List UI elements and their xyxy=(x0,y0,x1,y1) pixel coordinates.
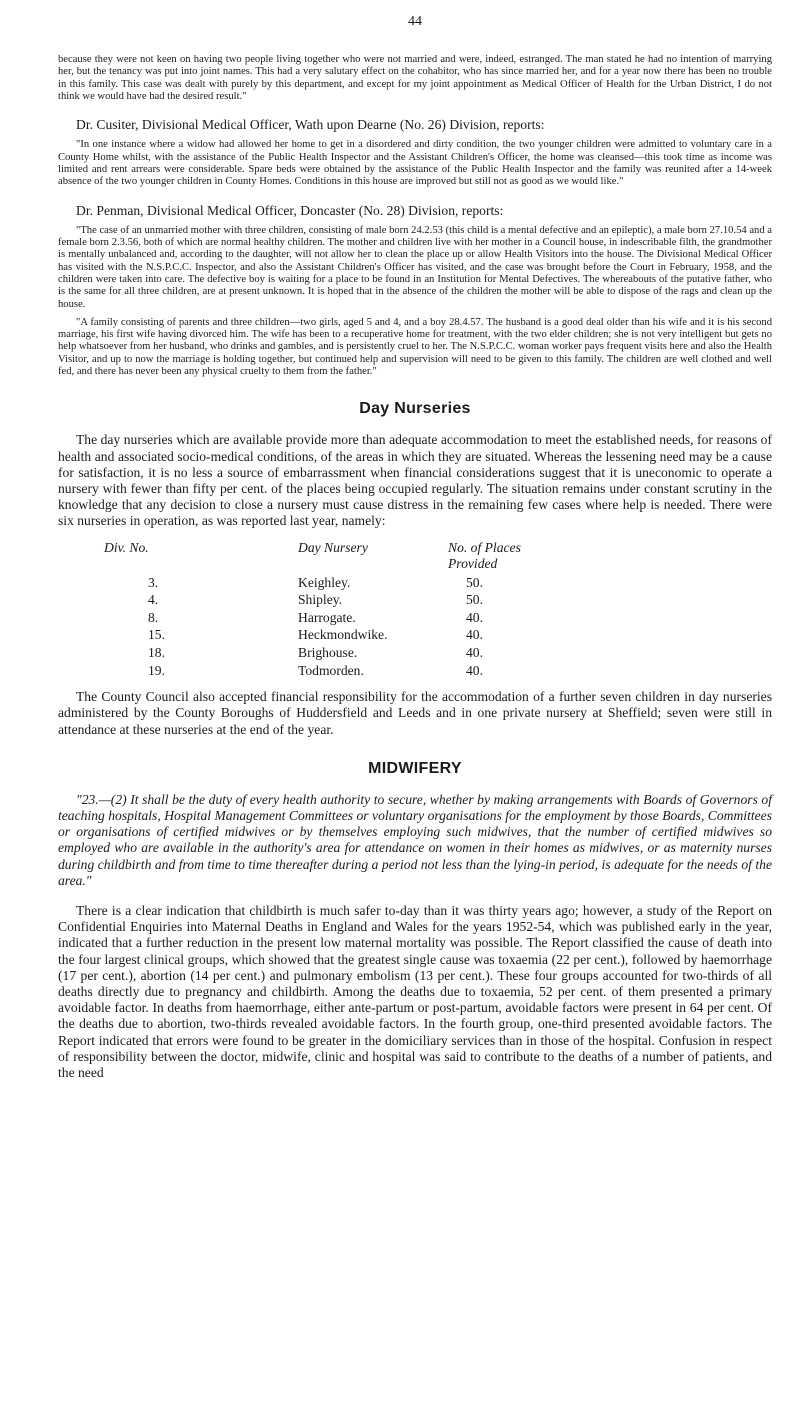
cell-div: 8. xyxy=(148,609,159,625)
document-page xyxy=(58,14,772,1081)
header-places: No. of Places Provided xyxy=(448,539,521,571)
cell-div: 18. xyxy=(148,644,165,660)
header-div-no: Div. No. xyxy=(104,539,149,555)
cell-div: 4. xyxy=(148,592,159,608)
page-number: 44 xyxy=(408,14,422,29)
cusiter-report-line: Dr. Cusiter, Divisional Medical Officer, Wath upon Dearne (No. 26) Division, reports: xyxy=(76,117,545,133)
cell-div: 19. xyxy=(148,662,165,678)
header-day-nursery: Day Nursery xyxy=(298,539,368,555)
penman-quote-1: "The case of an unmarried mother with three children, consisting of male born 24.2.53 (this child is a mental defective and an epileptic), a male born 27.10.54 and a female born 2.3.56, both of which are normal healthy children. The mother and children live with her mother in a Council house, in indescribable filth, the grandmother is mentally unbalanced and, according to the daughter, will not allow her to clean the place up or allow Health Visitors into the house. The Divisional Medical Officer has visited with the N.S.P.C.C. Inspector, and also the Assistant Children's Officer has visited, and the case was brought before the Court in February, 1958, and the children were taken into care. The defective boy is waiting for a place to be found in an Institution for Mental Defectives. The whereabouts of the putative father, who is the same for all three children, are at present unknown. It is hoped that in the absence of the children the mother will be able to dispose of the rags and clean up the house. xyxy=(58,224,772,310)
cell-places: 50. xyxy=(466,574,483,590)
table-row xyxy=(104,591,558,609)
nurseries-table-header xyxy=(104,540,558,574)
cell-places: 40. xyxy=(466,627,483,643)
penman-quote-2: "A family consisting of parents and three children—two girls, aged 5 and 4, and a boy 28.4.57. The husband is a good deal older than his wife and it is his second marriage, his first wife having divorced him. The wife has been to a recuperative home for treatment, with the two elder children; she is not very intelligent but gets no help whatsoever from her husband, who drinks and gambles, and is persistently cruel to her. The N.S.P.C.C. woman worker pays frequent visits here and also the Health Visitor, and up to now the marriage is holding together, but continued help and supervision will need to be given to this family. The children are well clothed and well fed, and there has never been any physical cruelty to them from the father." xyxy=(58,316,772,378)
table-row xyxy=(104,626,558,644)
day-nurseries-closing: The County Council also accepted financial responsibility for the accommodation of a further seven children in day nurseries administered by the County Boroughs of Huddersfield and Leeds and in one private nursery at Sheffield; seven were still in attendance at these nurseries at the end of the year. xyxy=(58,689,772,737)
cell-div: 15. xyxy=(148,627,165,643)
cell-nursery: Brighouse. xyxy=(298,644,358,660)
cell-nursery: Harrogate. xyxy=(298,609,356,625)
day-nurseries-paragraph: The day nurseries which are available provide more than adequate accommodation to meet the established needs, for reasons of health and associated socio-medical conditions, of the areas in which they are situated. Whereas the lessening need may be a cause for satisfaction, it is no less a source of embarrassment when financial considerations suggest that it is uneconomic to operate a nursery with fewer than fifty per cent. of the places being occupied regularly. The situation remains under constant scrutiny in the knowledge that any decision to close a nursery must cause distress in the remaining few cases where help is needed. There were six nurseries in operation, as was reported last year, namely: xyxy=(58,432,772,529)
cell-nursery: Todmorden. xyxy=(298,662,364,678)
cell-nursery: Heckmondwike. xyxy=(298,627,388,643)
table-row xyxy=(104,609,558,627)
midwifery-paragraph: There is a clear indication that childbirth is much safer to-day than it was thirty years ago; however, a study of the Report on Confidential Enquiries into Maternal Deaths in England and Wales for the years 1952-54, which was published early in the year, indicated that a further reduction in the present low maternal mortality was possible. The Report classified the cause of death into the four largest clinical groups, which showed that the greatest single cause was toxaemia (22 per cent.), followed by haemorrhage (17 per cent.), abortion (14 per cent.) and pulmonary embolism (13 per cent.). These four groups accounted for two-thirds of all deaths directly due to pregnancy and childbirth. Among the deaths due to toxaemia, 52 per cent. of them presented a primary avoidable factor. In deaths from haemorrhage, either ante-partum or post-partum, avoidable factors were present in 64 per cent. Of the deaths due to abortion, two-thirds revealed avoidable factors. In the fourth group, one-third presented avoidable factors. The Report indicated that errors were found to be greater in the domiciliary services than in those of the hospital. Confusion in respect of responsibility between the doctor, midwife, clinic and hospital was said to contribute to the deaths of a number of patients, and the need xyxy=(58,902,772,1080)
cell-places: 40. xyxy=(466,662,483,678)
penman-report-line: Dr. Penman, Divisional Medical Officer, Doncaster (No. 28) Division, reports: xyxy=(76,202,504,218)
midwifery-statute: "23.—(2) It shall be the duty of every health authority to secure, whether by making arrangements with Boards of Governors of teaching hospitals, Hospital Management Committees or voluntary organisations for the employment by those Boards, Committees or organisations of certified midwives or by themselves employing such midwives, that the number of certified midwives so employed who are available in the authority's area for attendance on women in their homes as midwives, or as maternity nurses during childbirth and from time to time thereafter during a period not less than the lying-in period, is adequate for the needs of the area." xyxy=(58,791,772,888)
cell-nursery: Keighley. xyxy=(298,574,351,590)
table-row xyxy=(104,644,558,662)
cusiter-quote: "In one instance where a widow had allowed her home to get in a disordered and dirty condition, the two younger children were admitted to voluntary care in a County Home whilst, with the assistance of the Public Health Inspector and the Assistant Children's Officer, the home was cleansed—this took time as income was limited and rent arrears were considerable. Spare beds were obtained by the assistance of the Public Health Inspector and the family was reunited after a 14-week absence of the two younger children in County Homes. Conditions in this house are improved but still not as good as we would like." xyxy=(58,139,772,188)
cell-places: 40. xyxy=(466,644,483,660)
cell-div: 3. xyxy=(148,574,159,590)
midwifery-heading: MIDWIFERY xyxy=(368,759,462,777)
cell-places: 40. xyxy=(466,609,483,625)
day-nurseries-heading: Day Nurseries xyxy=(359,400,471,418)
nurseries-table xyxy=(104,540,558,680)
table-row xyxy=(104,574,558,592)
intro-paragraph: because they were not keen on having two people living together who were not married and were, indeed, estranged. The man stated he had no intention of marrying her, but the tenancy was put into joint names. This had a very salutary effect on the cohabitor, who has since married her, and for a year now there has been no trouble in this family. This case was dealt with purely by this department, and except for my joint appointment as Medical Officer of Health for the Urban District, I do not think we would have had the desired result." xyxy=(58,54,772,102)
cell-nursery: Shipley. xyxy=(298,592,343,608)
table-row xyxy=(104,662,558,680)
cell-places: 50. xyxy=(466,592,483,608)
